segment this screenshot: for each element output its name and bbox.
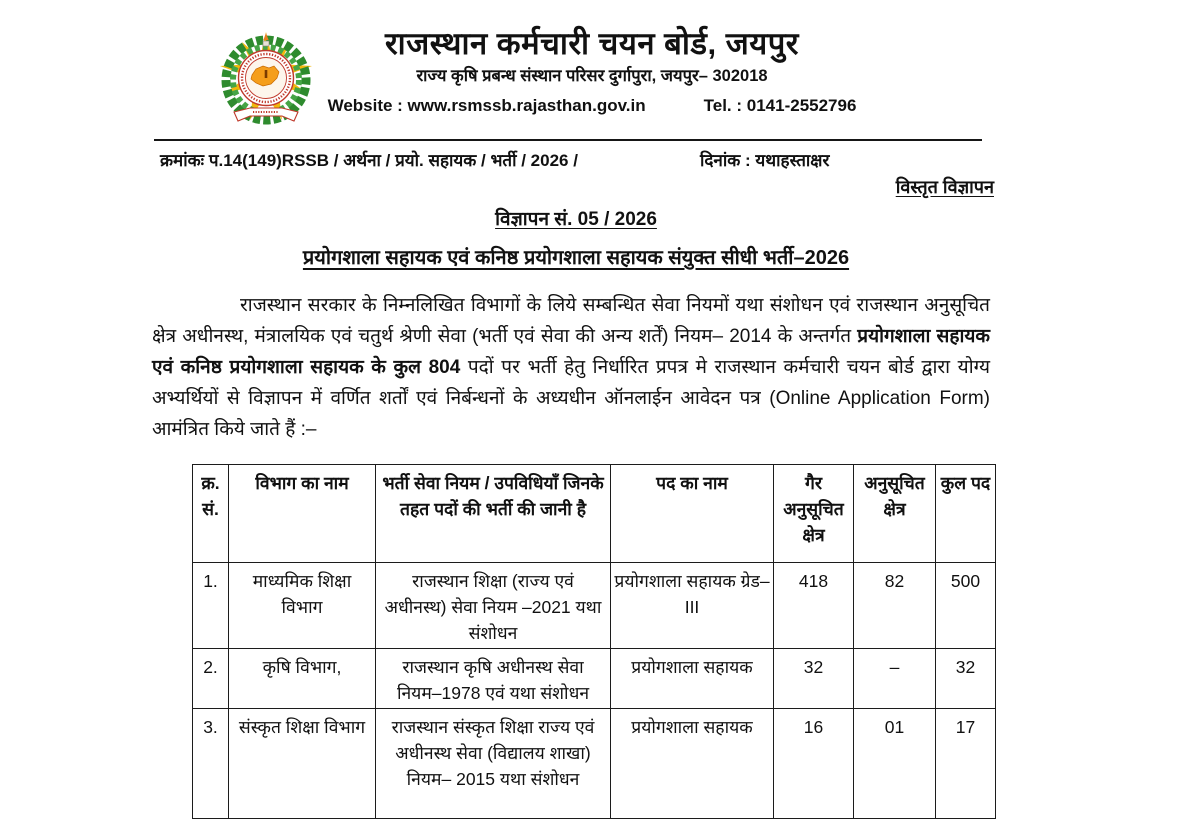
cell-department: माध्यमिक शिक्षा विभाग — [229, 563, 376, 649]
table-row — [193, 649, 996, 709]
reference-date: दिनांक : यथाहस्ताक्षर — [700, 151, 830, 170]
col-header-service-rules: भर्ती सेवा नियम / उपविधियाँ जिनके तहत पदों की भर्ती की जानी है — [376, 465, 611, 563]
col-header-serial: क्र. सं. — [193, 465, 229, 563]
intro-bold-total-posts: प्रयोगशाला सहायक एवं कनिष्ठ प्रयोगशाला सहायक के कुल 804 — [152, 326, 991, 378]
cell-total-posts: 17 — [936, 709, 996, 819]
intro-paragraph — [152, 290, 990, 445]
org-name: राजस्थान कर्मचारी चयन बोर्ड, जयपुर — [385, 26, 799, 61]
website-text: Website : www.rsmssb.rajasthan.gov.in — [327, 96, 646, 115]
recruitment-title-heading: प्रयोगशाला सहायक एवं कनिष्ठ प्रयोगशाला सहायक संयुक्त सीधी भर्ती–2026 — [302, 247, 850, 269]
cell-non-scheduled-area: 16 — [774, 709, 854, 819]
col-header-department: विभाग का नाम — [229, 465, 376, 563]
letterhead — [152, 0, 1000, 132]
header-divider — [154, 139, 982, 141]
vacancy-table — [192, 464, 996, 819]
notification-document — [152, 0, 1000, 789]
intro-part2: पदों पर भर्ती हेतु निर्धारित प्रपत्र मे राजस्थान कर्मचारी चयन बोर्ड द्वारा योग्य अभ्यर्थियों से विज्ञापन में वर्णित शर्तों एवं निर्बन्धनों के अध्यधीन ऑनलाईन आवेदन पत्र (Online Application Form) आमंत्रित किये जाते हैं :– — [152, 357, 990, 440]
cell-serial: 2. — [193, 649, 229, 709]
advertisement-number-heading: विज्ञापन सं. 05 / 2026 — [495, 209, 657, 230]
intro-part1: राजस्थान सरकार के निम्नलिखित विभागों के लिये सम्बन्धित सेवा नियमों यथा संशोधन एवं राजस्थान अनुसूचित क्षेत्र अधीनस्थ, मंत्रालयिक एवं चतुर्थ श्रेणी सेवा (भर्ती एवं सेवा की अन्य शर्तें) नियम– 2014 के अन्तर्गत — [152, 295, 990, 347]
detailed-advertisement-label: विस्तृत विज्ञापन — [895, 177, 994, 197]
cell-non-scheduled-area: 418 — [774, 563, 854, 649]
reference-number: क्रमांकः प.14(149)RSSB / अर्थना / प्रयो. सहायक / भर्ती / 2026 / — [160, 151, 578, 170]
col-header-post-name: पद का नाम — [611, 465, 774, 563]
cell-service-rules: राजस्थान संस्कृत शिक्षा राज्य एवं अधीनस्थ सेवा (विद्यालय शाखा) नियम– 2015 यथा संशोधन — [376, 709, 611, 819]
col-header-non-scheduled-area: गैर अनुसूचित क्षेत्र — [774, 465, 854, 563]
reference-row — [152, 148, 1000, 170]
cell-serial: 3. — [193, 709, 229, 819]
cell-department: संस्कृत शिक्षा विभाग — [229, 709, 376, 819]
table-row — [193, 563, 996, 649]
cell-non-scheduled-area: 32 — [774, 649, 854, 709]
cell-scheduled-area: 01 — [854, 709, 936, 819]
table-header-row — [193, 465, 996, 563]
cell-service-rules: राजस्थान कृषि अधीनस्थ सेवा नियम–1978 एवं यथा संशोधन — [376, 649, 611, 709]
cell-total-posts: 500 — [936, 563, 996, 649]
col-header-scheduled-area: अनुसूचित क्षेत्र — [854, 465, 936, 563]
contact-row — [272, 95, 912, 116]
cell-post-name: प्रयोगशाला सहायक — [611, 709, 774, 819]
col-header-total-posts: कुल पद — [936, 465, 996, 563]
cell-scheduled-area: 82 — [854, 563, 936, 649]
cell-post-name: प्रयोगशाला सहायक — [611, 649, 774, 709]
cell-scheduled-area: – — [854, 649, 936, 709]
cell-department: कृषि विभाग, — [229, 649, 376, 709]
org-address: राज्य कृषि प्रबन्ध संस्थान परिसर दुर्गापुरा, जयपुर– 302018 — [416, 67, 768, 85]
telephone-text: Tel. : 0141-2552796 — [703, 96, 857, 115]
cell-post-name: प्रयोगशाला सहायक ग्रेड–III — [611, 563, 774, 649]
cell-service-rules: राजस्थान शिक्षा (राज्य एवं अधीनस्थ) सेवा नियम –2021 यथा संशोधन — [376, 563, 611, 649]
cell-serial: 1. — [193, 563, 229, 649]
table-row — [193, 709, 996, 819]
rsmssb-emblem-icon — [216, 28, 316, 130]
cell-total-posts: 32 — [936, 649, 996, 709]
